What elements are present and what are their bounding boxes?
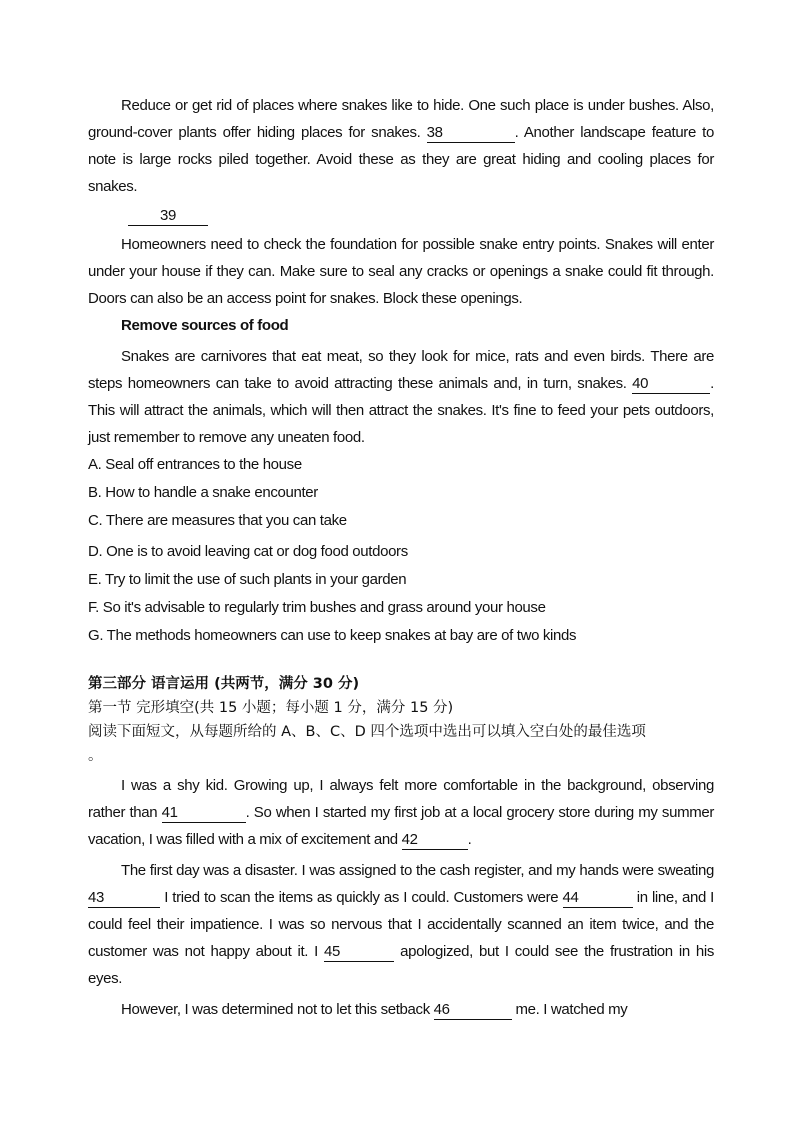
exam-page <box>88 92 714 1023</box>
blank-40[interactable]: 40 <box>632 374 710 394</box>
blank-38[interactable]: 38 <box>427 123 515 143</box>
blank-43[interactable]: 43 <box>88 888 160 908</box>
blank-39-line <box>88 200 714 231</box>
blank-41[interactable]: 41 <box>162 803 246 823</box>
option-a: A. Seal off entrances to the house <box>88 456 302 473</box>
option-b: B. How to handle a snake encounter <box>88 484 318 501</box>
paragraph-foundation: Homeowners need to check the foundation for possible snake entry points. Snakes will enter under your house if they can. Make sure to seal any cracks or openings a snake could fit through. Doors can also be an access point for snakes. Block these openings. <box>88 236 714 307</box>
section-heading-food: Remove sources of food <box>121 317 289 334</box>
section-one-title: 第一节 完形填空(共 15 小题；每小题 1 分，满分 15 分) <box>88 700 454 716</box>
instruction-end: 。 <box>88 748 103 764</box>
option-g: G. The methods homeowners can use to keep snakes at bay are of two kinds <box>88 627 577 644</box>
part-three-title: 第三部分 语言运用 (共两节，满分 30 分) <box>88 676 360 692</box>
blank-46[interactable]: 46 <box>434 1000 512 1020</box>
paragraph-food: Snakes are carnivores that eat meat, so they look for mice, rats and even birds. There are steps homeowners can take to avoid attracting these animals and, in turn, snakes. 40 . This will attract the animals, which will then attract the snakes. It's fine to feed your pets outdoors, just remember to remove any uneaten food. <box>88 348 714 446</box>
blank-45[interactable]: 45 <box>324 942 394 962</box>
paragraph-however: However, I was determined not to let this setback 46 me. I watched my <box>121 1001 628 1018</box>
option-c: C. There are measures that you can take <box>88 512 347 529</box>
blank-44[interactable]: 44 <box>563 888 633 908</box>
paragraph-shy-kid: I was a shy kid. Growing up, I always felt more comfortable in the background, observing rather than 41 . So when I started my first job at a local grocery store during my summer vacation, I was filled with a mix of excitement and 42 . <box>88 777 714 848</box>
option-f: F. So it's advisable to regularly trim bushes and grass around your house <box>88 599 546 616</box>
blank-42[interactable]: 42 <box>402 830 468 850</box>
option-e: E. Try to limit the use of such plants in your garden <box>88 571 407 588</box>
paragraph-hiding-places: Reduce or get rid of places where snakes like to hide. One such place is under bushes. Also, ground-cover plants offer hiding places for snakes. 38 . Another landscape feature to note is large rocks piled together. Avoid these as they are great hiding and cooling places for snakes. <box>88 97 714 195</box>
instruction-text: 阅读下面短文，从每题所给的 A、B、C、D 四个选项中选出可以填入空白处的最佳选项 <box>88 724 646 740</box>
blank-39[interactable]: 39 <box>128 206 208 226</box>
paragraph-first-day: The first day was a disaster. I was assigned to the cash register, and my hands were sweating 43 I tried to scan the items as quickly as I could. Customers were 44 in line, and I could feel their impatience. I was so nervous that I accidentally scanned an item twice, and the customer was not happy about it. I 45 apologized, but I could see the frustration in his eyes. <box>88 862 714 987</box>
option-d: D. One is to avoid leaving cat or dog food outdoors <box>88 543 408 560</box>
